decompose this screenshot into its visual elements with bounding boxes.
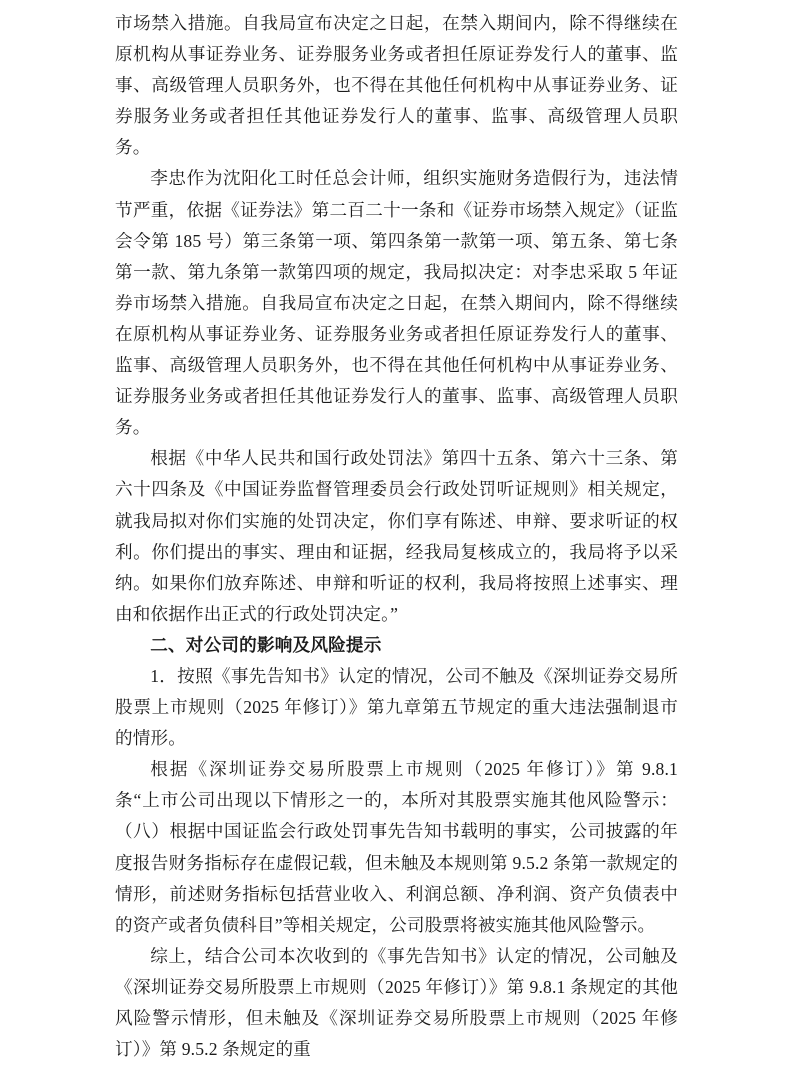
paragraph-rule-9-8-1-other-risk-warning: 根据《深圳证券交易所股票上市规则（2025 年修订）》第 9.8.1 条“上市公司出现以下情形之一的，本所对其股票实施其他风险警示：（八）根据中国证监会行政处罚事先告知书载明的事实，公司披露的年度报告财务指标存在虚假记载，但未触及本规则第 9.5.2 条第一款规定的情形，前述财务指标包括营业收入、利润总额、净利润、资产负债表中的资产或者负债科目”等相关规定，公司股票将被实施其他风险警示。: [115, 759, 678, 935]
paragraph-summary-conclusion: 综上，结合公司本次收到的《事先告知书》认定的情况，公司触及《深圳证券交易所股票上市规则（2025 年修订）》第 9.8.1 条规定的其他风险警示情形，但未触及《深圳证券交易所股票上市规则（2025 年修订）》第 9.5.2 条规定的重: [115, 945, 678, 1060]
paragraph-hearing-rights: 根据《中华人民共和国行政处罚法》第四十五条、第六十三条、第六十四条及《中国证券监督管理委员会行政处罚听证规则》相关规定，就我局拟对你们实施的处罚决定，你们享有陈述、申辩、要求听证的权利。你们提出的事实、理由和证据，经我局复核成立的，我局将予以采纳。如果你们放弃陈述、申辩和听证的权利，我局将按照上述事实、理由和依据作出正式的行政处罚决定。”: [115, 448, 678, 624]
paragraph-li-zhong-penalty: 李忠作为沈阳化工时任总会计师，组织实施财务造假行为，违法情节严重，依据《证券法》第二百二十一条和《证券市场禁入规定》（证监会令第 185 号）第三条第一项、第四条第一款第一项、第五条、第七条第一款、第九条第一款第四项的规定，我局拟决定：对李忠采取 5 年证券市场禁入措施。自我局宣布决定之日起，在禁入期间内，除不得继续在原机构从事证券业务、证券服务业务或者担任原证券发行人的董事、监事、高级管理人员职务外，也不得在其他任何机构中从事证券业务、证券服务业务或者担任其他证券发行人的董事、监事、高级管理人员职务。: [115, 168, 678, 438]
paragraph-item-1-no-delisting: 1．按照《事先告知书》认定的情况，公司不触及《深圳证券交易所股票上市规则（2025 年修订）》第九章第五节规定的重大违法强制退市的情形。: [115, 665, 678, 749]
document-body: [115, 8, 678, 1065]
paragraph-market-ban-measures: 市场禁入措施。自我局宣布决定之日起，在禁入期间内，除不得继续在原机构从事证券业务、证券服务业务或者担任原证券发行人的董事、监事、高级管理人员职务外，也不得在其他任何机构中从事证券业务、证券服务业务或者担任其他证券发行人的董事、监事、高级管理人员职务。: [115, 13, 678, 158]
section-heading-company-impact: 二、对公司的影响及风险提示: [150, 634, 382, 655]
